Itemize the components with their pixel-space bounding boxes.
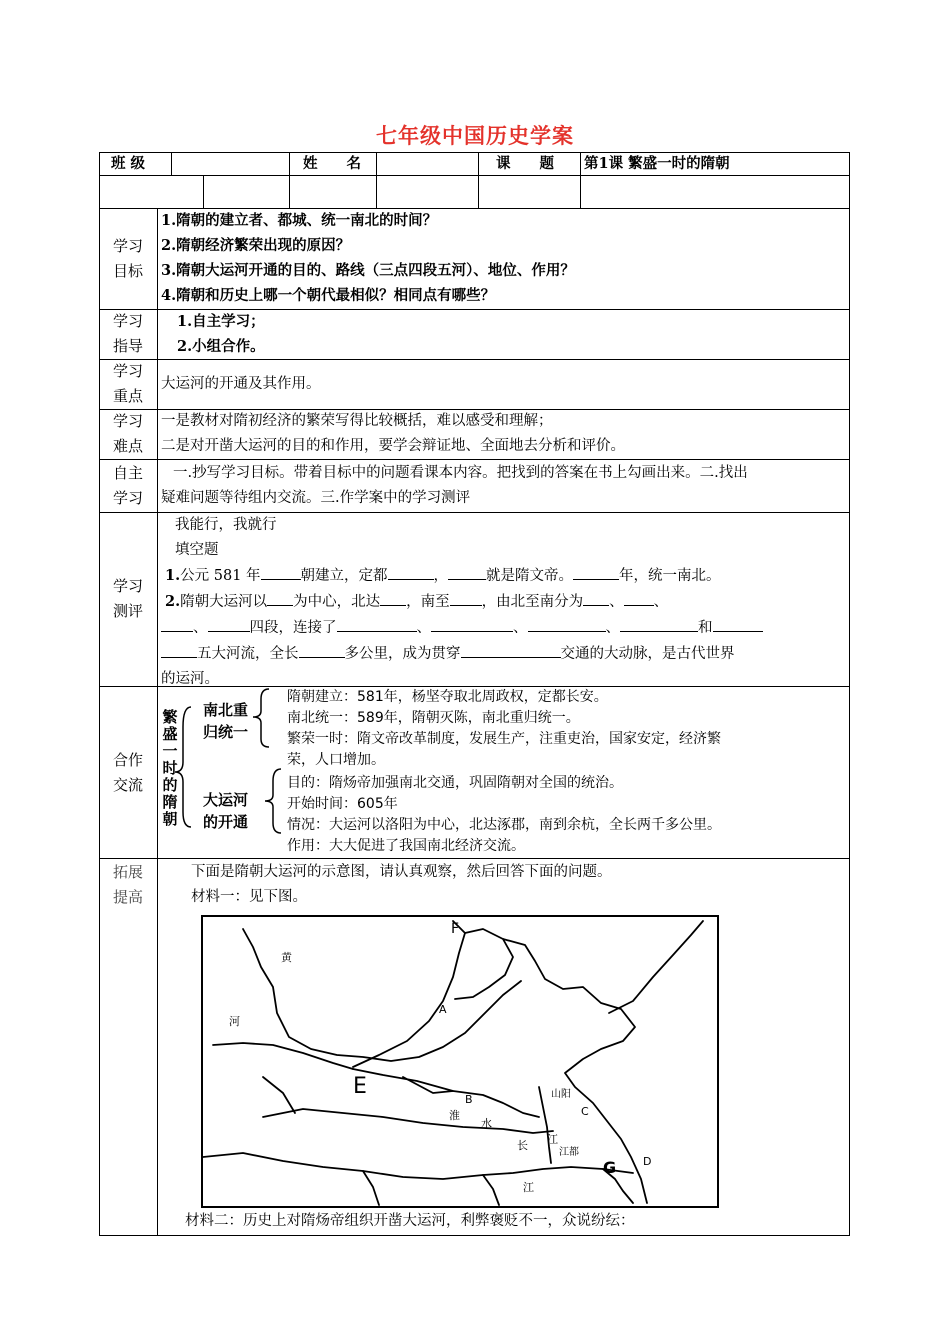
- branch-canal-details: [287, 773, 721, 857]
- canal-map-drawing: [203, 917, 717, 1206]
- label-line: 合作: [112, 751, 143, 769]
- rule: [203, 175, 204, 208]
- answer-blank[interactable]: [380, 589, 406, 606]
- rule: [99, 858, 850, 859]
- answer-blank[interactable]: [620, 615, 698, 632]
- q-text: 四段，连接了: [249, 620, 337, 636]
- page-title: 七年级中国历史学案: [376, 124, 574, 148]
- detail-line: 作用：大大促进了我国南北经济交流。: [287, 838, 525, 854]
- answer-blank[interactable]: [431, 615, 513, 632]
- test-content: [161, 513, 847, 692]
- answer-blank[interactable]: [624, 589, 654, 606]
- map-label-shanyang: 山阳: [551, 1089, 571, 1100]
- q-text: 和: [698, 620, 713, 636]
- map-label-huai: 淮: [449, 1109, 460, 1122]
- map-label-e: E: [353, 1074, 367, 1099]
- answer-blank[interactable]: [208, 615, 250, 632]
- answer-blank[interactable]: [388, 563, 434, 580]
- rule: [99, 152, 850, 153]
- list-item: 2.隋朝经济繁荣出现的原因？: [161, 237, 351, 254]
- rule: [99, 459, 850, 460]
- detail-line: 繁荣一时：隋文帝改革制度，发展生产，注重吏治，国家安定，经济繁: [287, 731, 721, 747]
- topic-char: 的: [162, 776, 178, 794]
- label-line: 难点: [112, 437, 143, 455]
- q-number: 1.: [165, 567, 181, 584]
- list-item: 4.隋朝和历史上哪一个朝代最相似？相同点有哪些？: [161, 287, 496, 304]
- material-1: 材料一：见下图。: [191, 889, 307, 905]
- q-text: 五大河流，全长: [197, 646, 299, 662]
- class-label: 班 级: [111, 155, 146, 172]
- branch-line: 归统一: [203, 723, 249, 741]
- q-text: 、: [513, 620, 528, 636]
- branch-reunification: [203, 699, 248, 743]
- map-label-jiangdu: 江都: [559, 1147, 579, 1158]
- q-text: 、: [653, 594, 669, 610]
- q-text: 交通的大动脉，是古代世界: [560, 646, 735, 662]
- detail-line: 开始时间：605年: [287, 796, 398, 812]
- branch-reunification-details: [287, 687, 721, 771]
- guidance-label: [99, 309, 157, 359]
- answer-blank[interactable]: [337, 615, 417, 632]
- detail-line: 隋朝建立：581年，杨坚夺取北周政权，定都长安。: [287, 689, 608, 705]
- label-line: 自主: [112, 464, 143, 482]
- rule: [478, 152, 479, 208]
- list-item: 3.隋朝大运河开通的目的、路线（三点四段五河）、地位、作用？: [161, 262, 575, 279]
- map-label-c: C: [581, 1105, 589, 1118]
- q-text: ，由北至南分为: [481, 594, 584, 610]
- label-line: 拓展: [112, 863, 143, 881]
- q-text: 为中心，北达: [293, 594, 381, 610]
- map-label-b: B: [465, 1093, 473, 1106]
- label-line: 重点: [112, 387, 143, 405]
- map-label-chang: 长: [517, 1139, 528, 1152]
- detail-line: 南北统一：589年，隋朝灭陈，南北重归统一。: [287, 710, 580, 726]
- material-2: 材料二：历史上对隋炀帝组织开凿大运河，利弊褒贬不一，众说纷纭：: [185, 1213, 635, 1229]
- canal-map: [201, 915, 719, 1208]
- label-line: 学习: [112, 412, 143, 430]
- label-line: 学习: [112, 237, 143, 255]
- question-2-line-2: [161, 615, 847, 641]
- map-label-huang: 黄: [281, 951, 292, 964]
- branch-line: 大运河: [203, 791, 249, 809]
- answer-blank[interactable]: [461, 641, 561, 658]
- branch-line: 的开通: [203, 813, 249, 831]
- text-line: 疑难问题等待组内交流。三.作学案中的学习测评: [161, 490, 471, 506]
- q-text: ，南至: [406, 594, 450, 610]
- q-text: 年，统一南北。: [619, 568, 721, 584]
- answer-blank[interactable]: [161, 615, 193, 632]
- list-item: 1.隋朝的建立者、都城、统一南北的时间？: [161, 212, 438, 229]
- objectives-label: [99, 234, 157, 284]
- branch-line: 南北重: [203, 701, 249, 719]
- section-title: 填空题: [175, 542, 219, 558]
- map-label-f: F: [451, 921, 460, 937]
- guidance-list: [177, 309, 265, 359]
- mindmap: [157, 687, 849, 858]
- rule: [171, 152, 172, 175]
- label-line: 指导: [112, 337, 143, 355]
- slogan: 我能行，我就行: [175, 517, 277, 533]
- map-label-jiang-1: 江: [547, 1133, 558, 1146]
- map-label-he: 河: [229, 1015, 240, 1028]
- rule: [580, 152, 581, 208]
- label-line: 学习: [112, 312, 143, 330]
- key-point-label: [99, 359, 157, 409]
- extension-intro: 下面是隋朝大运河的示意图，请认真观察，然后回答下面的问题。: [191, 864, 612, 880]
- label-line: 测评: [112, 602, 143, 620]
- question-2-line-3: [161, 641, 847, 667]
- detail-line: 情况：大运河以洛阳为中心，北达涿郡，南到余杭，全长两千多公里。: [287, 817, 721, 833]
- test-label: [99, 574, 157, 624]
- q-text: 、: [605, 620, 620, 636]
- topic-label: 课 题: [496, 155, 554, 172]
- lesson-title: 第1课 繁盛一时的隋朝: [584, 155, 730, 172]
- map-label-g: G: [603, 1158, 617, 1177]
- answer-blank[interactable]: [161, 641, 197, 658]
- answer-blank[interactable]: [713, 615, 763, 632]
- difficulty-label: [99, 409, 157, 459]
- q-text: 公元 581 年: [180, 568, 261, 584]
- q-number: 2.: [165, 593, 181, 610]
- topic-char: 时: [162, 759, 178, 777]
- q-text: 、: [609, 594, 624, 610]
- q-text: ，: [433, 568, 449, 584]
- topic-char: 一: [162, 742, 178, 760]
- question-1: [161, 563, 847, 589]
- detail-line: 目的：隋炀帝加强南北交通，巩固隋朝对全国的统治。: [287, 775, 623, 791]
- self-study-label: [99, 461, 157, 511]
- branch-canal: [203, 789, 248, 833]
- label-line: 学习: [112, 489, 143, 507]
- topic-char: 繁: [162, 708, 178, 726]
- rule: [99, 359, 850, 360]
- answer-blank[interactable]: [448, 563, 486, 580]
- list-item: 二是对开凿大运河的目的和作用，要学会辩证地、全面地去分析和评价。: [161, 438, 625, 454]
- rule: [99, 1235, 850, 1236]
- label-line: 学习: [112, 362, 143, 380]
- map-label-a: A: [439, 1003, 447, 1016]
- map-label-d: D: [643, 1155, 652, 1168]
- label-line: 提高: [112, 888, 143, 906]
- answer-blank[interactable]: [299, 641, 345, 658]
- q-text: 的运河。: [161, 671, 219, 687]
- answer-blank[interactable]: [261, 563, 301, 580]
- key-point-text: 大运河的开通及其作用。: [161, 376, 321, 392]
- label-line: 目标: [112, 262, 143, 280]
- q-text: 多公里，成为贯穿: [344, 646, 461, 662]
- q-text: 、: [416, 620, 431, 636]
- q-text: 隋朝大运河以: [180, 594, 268, 610]
- answer-blank[interactable]: [267, 589, 293, 606]
- map-label-jiang-2: 江: [523, 1181, 534, 1194]
- q-text: 、: [193, 620, 208, 636]
- q-text: 朝建立，定都: [300, 568, 388, 584]
- question-2: [161, 589, 847, 615]
- self-study-text: [161, 461, 847, 511]
- rule: [849, 152, 850, 1236]
- topic-char: 盛: [162, 725, 178, 743]
- topic-char: 朝: [162, 810, 178, 828]
- answer-blank[interactable]: [450, 589, 482, 606]
- detail-line: 荣，人口增加。: [287, 752, 385, 768]
- cooperation-label: [99, 748, 157, 798]
- label-line: 交流: [112, 776, 143, 794]
- answer-blank[interactable]: [583, 589, 609, 606]
- q-text: 就是隋文帝。: [486, 568, 574, 584]
- text-line: 一.抄写学习目标。带着目标中的问题看课本内容。把找到的答案在书上勾画出来。二.找出: [173, 465, 748, 481]
- answer-blank[interactable]: [573, 563, 619, 580]
- list-item: 2.小组合作。: [177, 338, 265, 355]
- answer-blank[interactable]: [528, 615, 606, 632]
- name-label: 姓 名: [303, 155, 361, 172]
- extension-label: [99, 860, 157, 910]
- rule: [289, 152, 290, 208]
- topic-char: 隋: [162, 793, 178, 811]
- worksheet-table: [99, 152, 850, 1236]
- difficulty-list: [161, 409, 625, 459]
- map-label-shui: 水: [481, 1117, 492, 1130]
- objectives-list: [161, 208, 575, 308]
- rule: [99, 175, 850, 176]
- rule: [376, 152, 377, 208]
- label-line: 学习: [112, 577, 143, 595]
- list-item: 1.自主学习；: [177, 313, 265, 330]
- list-item: 一是教材对隋初经济的繁荣写得比较概括，难以感受和理解；: [161, 413, 553, 429]
